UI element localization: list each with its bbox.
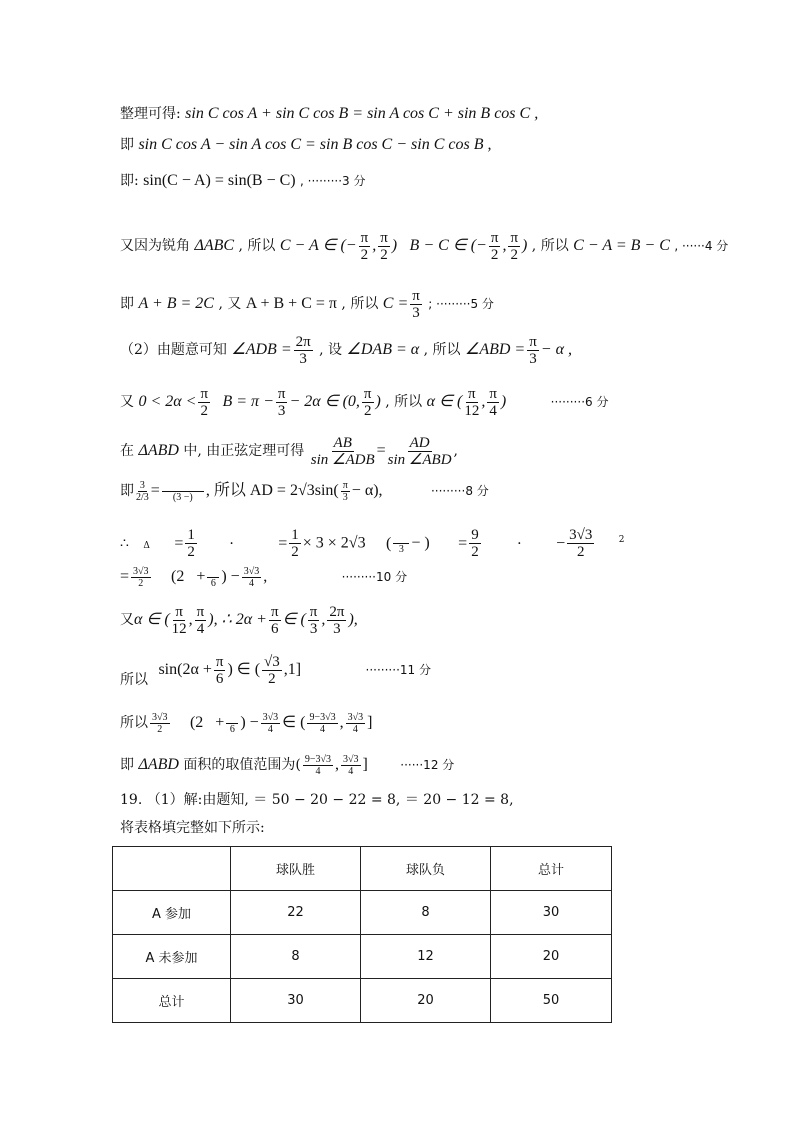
fraction	[378, 230, 390, 263]
math: ), ∴ 2α +	[208, 611, 267, 628]
math: ]	[367, 714, 373, 731]
score-mark: ·········10 分	[341, 570, 408, 584]
denominator: 2	[138, 577, 144, 589]
math: ) −	[221, 568, 240, 585]
fraction	[527, 334, 539, 367]
table-cell: 20	[491, 935, 612, 979]
numerator: π	[529, 333, 537, 350]
denominator: 4	[348, 765, 354, 777]
fraction	[464, 386, 479, 419]
fraction	[261, 712, 281, 735]
numerator: 3√3	[262, 711, 279, 723]
math: sin(C − A) = sin(B − C)	[143, 172, 296, 189]
math: C − A = B − C	[573, 237, 670, 254]
math: =	[150, 482, 160, 499]
text-lead: 在	[120, 443, 134, 459]
fraction	[162, 480, 204, 503]
math: sin C cos A − sin A cos C = sin B cos C − sin C cos B ,	[138, 136, 492, 153]
equation-line-8	[120, 432, 458, 470]
text-lead: 又	[120, 612, 134, 628]
math: )	[500, 393, 507, 410]
math: A + B + C = π	[245, 295, 337, 312]
fraction	[410, 288, 422, 321]
denominator: 2	[291, 544, 299, 561]
denominator: 2	[363, 402, 372, 419]
denominator: 3	[398, 544, 404, 556]
math: sin(2α +	[158, 661, 212, 678]
text-lead: 整理可得:	[120, 106, 181, 122]
fraction	[307, 712, 337, 735]
fraction	[242, 566, 262, 589]
text: , 所以	[531, 238, 569, 254]
contingency-table	[112, 846, 612, 1023]
math: ) −	[240, 714, 259, 731]
fraction	[489, 230, 501, 263]
equation-line-15	[120, 750, 454, 780]
text-lead: 即	[120, 483, 134, 499]
equation-line-7	[120, 384, 608, 420]
math: − α),	[351, 482, 383, 499]
table-intro	[120, 818, 265, 838]
text-lead: 又	[120, 394, 134, 410]
table-cell: 20	[361, 979, 491, 1023]
denominator: 2/3	[136, 491, 149, 503]
table-cell: 总计	[113, 979, 231, 1023]
fraction	[359, 230, 371, 263]
numerator: 3√3	[243, 565, 260, 577]
math: B − C ∈ (−	[409, 237, 487, 254]
numerator: √3	[264, 653, 280, 670]
table-row	[113, 891, 612, 935]
math: α ∈ (	[134, 611, 170, 628]
math: (2 +	[170, 568, 206, 585]
table-header-cell: 球队胜	[231, 847, 361, 891]
score-mark: ······12 分	[400, 758, 455, 772]
numerator: π	[175, 603, 183, 620]
numerator: 1	[187, 527, 195, 544]
math: =	[278, 534, 288, 552]
numerator: 3	[139, 479, 145, 491]
denominator: 3	[277, 402, 286, 419]
equation-line-5	[120, 286, 494, 322]
numerator: π	[309, 603, 318, 620]
math: ,	[335, 756, 340, 773]
text: 将表格填完整如下所示:	[120, 820, 265, 836]
equation-line-1	[120, 104, 538, 124]
equation-line-9	[120, 476, 489, 506]
table-header-cell: 总计	[491, 847, 612, 891]
numerator: π	[200, 385, 209, 402]
denominator: 4	[267, 723, 273, 735]
denominator: 2	[490, 246, 499, 263]
denominator: 4	[196, 620, 205, 637]
denominator: 3	[333, 620, 341, 637]
math: C =	[382, 295, 409, 312]
math: ∠ADB =	[231, 341, 292, 358]
fraction	[185, 527, 197, 560]
math: =	[174, 534, 184, 552]
equation-line-11	[120, 562, 407, 592]
numerator: 1	[291, 527, 299, 544]
fraction	[341, 480, 350, 503]
math: , 所以 AD = 2√3sin(	[205, 482, 339, 499]
score-mark: ·········11 分	[365, 663, 431, 677]
fraction	[136, 480, 149, 503]
math: =	[458, 534, 468, 552]
text-lead: 即	[120, 137, 134, 153]
numerator: π	[490, 229, 499, 246]
table-row	[113, 935, 612, 979]
table-cell: 8	[361, 891, 491, 935]
denominator: 6	[215, 670, 224, 687]
text: , 又	[218, 296, 242, 312]
math: ,	[321, 611, 326, 628]
text: , 所以	[423, 342, 461, 358]
math: − )	[411, 534, 430, 552]
denominator: 2	[200, 402, 208, 419]
math: ,	[339, 714, 344, 731]
denominator: (3 −)	[172, 491, 193, 503]
score-mark: ·········8 分	[430, 484, 489, 498]
denominator: 6	[270, 620, 279, 637]
numerator	[162, 480, 204, 492]
text: , 所以	[385, 394, 423, 410]
fraction	[198, 386, 210, 419]
fraction	[289, 527, 301, 560]
numerator: 3√3	[569, 527, 593, 544]
text: 中, 由正弦定理可得	[183, 443, 305, 459]
math: ∈ (	[282, 611, 306, 628]
denominator: 3	[309, 620, 318, 637]
math: −	[556, 534, 566, 552]
fraction	[269, 604, 281, 637]
numerator: π	[215, 653, 224, 670]
math: ∈ (	[282, 714, 306, 731]
math: sin C cos A + sin C cos B = sin A cos C + sin B cos C ,	[185, 105, 539, 122]
math: × 3 × 2√3	[302, 534, 366, 552]
numerator: 2π	[295, 333, 311, 350]
fraction	[567, 527, 594, 560]
score-mark: , ······4 分	[674, 239, 729, 253]
numerator	[393, 532, 409, 544]
numerator: π	[412, 287, 420, 304]
fraction	[207, 566, 219, 589]
numerator: 9−3√3	[309, 711, 336, 723]
equation-line-13	[120, 650, 431, 700]
equation-line-2	[120, 135, 491, 155]
numerator: 3√3	[152, 711, 168, 723]
math: − α ,	[540, 341, 572, 358]
math: ,	[263, 568, 268, 585]
fraction	[311, 435, 375, 468]
denominator: 12	[171, 620, 187, 637]
numerator: π	[468, 385, 476, 402]
text: , 所以	[341, 296, 379, 312]
equation-line-12	[120, 600, 358, 640]
math: ,	[453, 443, 458, 459]
numerator: π	[360, 229, 369, 246]
numerator: π	[510, 229, 519, 246]
triangle: ΔABC	[194, 237, 235, 254]
numerator: 9−3√3	[304, 753, 332, 765]
math: ) ∈ (	[227, 661, 261, 678]
fraction	[393, 532, 409, 555]
numerator: π	[489, 385, 497, 402]
math: ,	[502, 237, 507, 254]
triangle: ΔABD	[138, 442, 179, 459]
numerator: π	[363, 385, 372, 402]
equation-line-6	[120, 332, 572, 368]
score-mark: , ·········3 分	[300, 174, 366, 188]
numerator: π	[196, 603, 205, 620]
denominator: 6	[229, 723, 235, 735]
math: ∠ABD =	[464, 341, 526, 358]
equation-line-3	[120, 171, 365, 191]
math: )	[375, 393, 381, 410]
math: 2	[618, 535, 625, 545]
table-row	[113, 979, 612, 1023]
math: (2 +	[189, 714, 225, 731]
math: ,1]	[283, 661, 302, 678]
denominator: sin ∠ABD	[387, 451, 452, 468]
denominator: 2	[510, 246, 518, 263]
triangle: ΔABD	[138, 756, 179, 773]
math: =	[376, 442, 386, 459]
denominator: 3	[342, 491, 348, 503]
math: C − A ∈ (−	[279, 237, 357, 254]
numerator: π	[270, 603, 279, 620]
fraction	[195, 604, 207, 637]
math: )	[522, 237, 528, 254]
denominator: 3	[299, 350, 307, 367]
question-19-line	[120, 790, 514, 810]
text-lead: 又因为锐角	[120, 238, 190, 254]
denominator: 4	[352, 723, 358, 735]
fraction	[172, 604, 187, 637]
fraction	[508, 230, 520, 263]
text: , 所以	[238, 238, 276, 254]
math: )	[391, 237, 398, 254]
fraction	[262, 654, 282, 687]
text-lead: 即:	[120, 173, 139, 189]
fraction	[362, 386, 374, 419]
denominator: 4	[315, 765, 321, 777]
numerator: AD	[409, 434, 430, 451]
table-cell: 50	[491, 979, 612, 1023]
table-cell: 30	[491, 891, 612, 935]
fraction	[341, 754, 361, 777]
table-header-row	[113, 847, 612, 891]
math: (	[386, 534, 392, 552]
numerator: π	[342, 479, 348, 491]
math: − 2α ∈ (0,	[289, 393, 360, 410]
text: 面积的取值范围为(	[183, 757, 301, 773]
numerator: 9	[471, 527, 479, 544]
math: ,	[481, 393, 486, 410]
numerator: 2π	[329, 603, 345, 620]
denominator: 3	[412, 304, 420, 321]
math: ∠DAB = α	[346, 341, 420, 358]
table-cell: 8	[231, 935, 361, 979]
text-lead: 即	[120, 757, 134, 773]
table-header-cell	[113, 847, 231, 891]
denominator: 3	[529, 350, 537, 367]
denominator: 2	[380, 246, 388, 263]
denominator: 2	[187, 544, 195, 561]
denominator: 6	[210, 577, 216, 589]
denominator: 4	[248, 577, 254, 589]
fraction	[150, 712, 170, 735]
text-lead: 所以	[120, 715, 148, 731]
fraction	[294, 334, 313, 367]
equation-line-10	[120, 520, 625, 566]
text: 19. （1）解:由题知, ＝ 50 − 20 − 22 = 8, ＝ 20 − 12 = 8,	[120, 792, 514, 808]
numerator	[226, 712, 238, 724]
fraction	[303, 754, 333, 777]
text-lead: 即	[120, 296, 134, 312]
score-mark: ·········6 分	[550, 395, 609, 409]
numerator	[207, 566, 219, 578]
math: ·	[517, 535, 522, 552]
fraction	[487, 386, 499, 419]
denominator: 2	[576, 544, 585, 561]
math: ,	[188, 611, 193, 628]
text: , 设	[319, 342, 343, 358]
text-lead: 所以	[120, 672, 148, 688]
table-cell: 22	[231, 891, 361, 935]
denominator: 4	[489, 402, 497, 419]
math: B = π −	[222, 393, 274, 410]
text-lead: （2）由题意可知	[120, 342, 227, 358]
fraction	[388, 435, 452, 468]
fraction	[131, 566, 151, 589]
denominator: 2	[360, 246, 369, 263]
math: ∴	[120, 535, 129, 552]
math: ),	[348, 611, 358, 628]
table-cell: A 参加	[113, 891, 231, 935]
table-cell: A 未参加	[113, 935, 231, 979]
math: 0 < 2α <	[138, 393, 197, 410]
math: ,	[372, 237, 377, 254]
numerator: π	[277, 385, 286, 402]
denominator: 4	[320, 723, 325, 735]
fraction	[226, 712, 238, 735]
table-header-cell: 球队负	[361, 847, 491, 891]
math: Δ	[143, 540, 150, 551]
table-cell: 12	[361, 935, 491, 979]
math: =	[120, 568, 130, 585]
fraction	[308, 604, 320, 637]
math: α ∈ (	[426, 393, 463, 410]
equation-line-4	[120, 228, 728, 264]
denominator: 12	[464, 402, 480, 419]
fraction	[469, 527, 481, 560]
numerator: 3√3	[347, 711, 364, 723]
fraction	[214, 654, 226, 687]
denominator: 2	[157, 723, 163, 735]
equation-line-14	[120, 708, 372, 738]
fraction	[346, 712, 366, 735]
numerator: AB	[333, 434, 352, 451]
fraction	[327, 604, 346, 637]
math: A + B = 2C	[138, 295, 214, 312]
denominator: 2	[471, 544, 479, 561]
numerator: 3√3	[133, 565, 149, 577]
score-mark: ; ·········5 分	[428, 297, 494, 311]
denominator: sin ∠ADB	[310, 451, 375, 468]
numerator: 3√3	[343, 753, 359, 765]
math: ·	[229, 535, 234, 552]
fraction	[276, 386, 288, 419]
math: ]	[362, 756, 368, 773]
denominator: 2	[268, 670, 276, 687]
table-cell: 30	[231, 979, 361, 1023]
numerator: π	[380, 229, 388, 246]
